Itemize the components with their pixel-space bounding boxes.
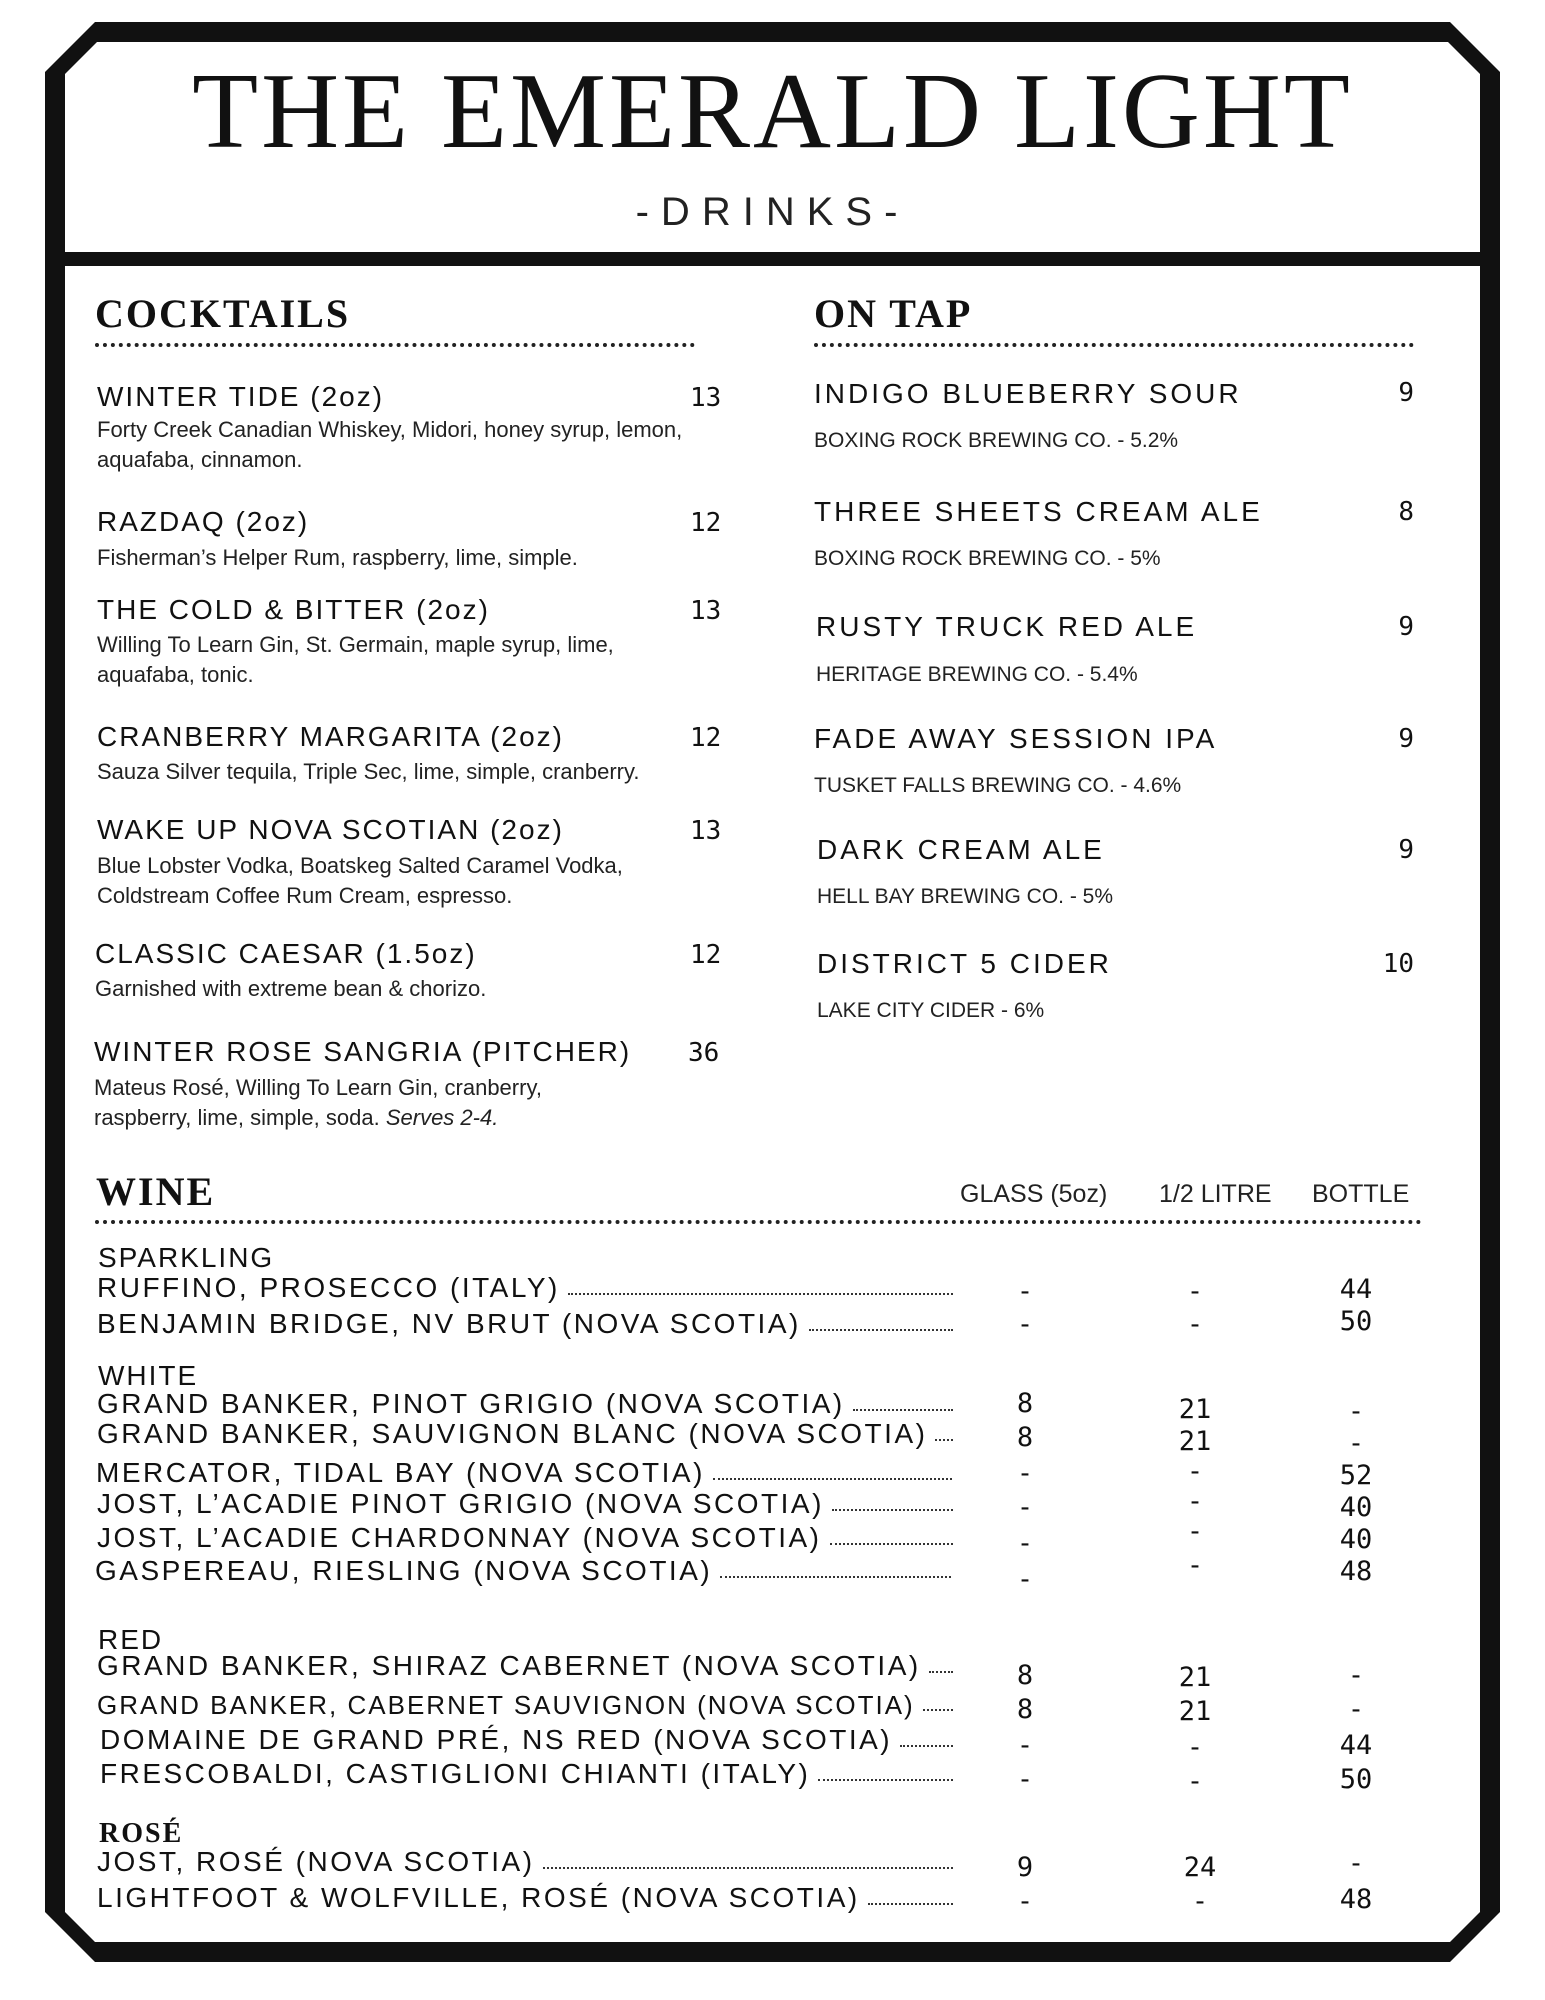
cocktail-price: 13	[690, 596, 722, 626]
cocktail-description: Fisherman’s Helper Rum, raspberry, lime, simple.	[97, 545, 578, 570]
wine-price-bottle: 50	[1339, 1764, 1373, 1795]
wine-price-half-litre: -	[1186, 1516, 1204, 1547]
cocktail-name: THE COLD & BITTER (2oz)	[97, 594, 490, 625]
dot-leader	[832, 1509, 953, 1511]
wine-price-bottle: 48	[1339, 1556, 1373, 1587]
dot-leader	[900, 1745, 953, 1747]
tap-brewery: BOXING ROCK BREWING CO. - 5%	[814, 547, 1161, 570]
dot-leader	[543, 1867, 953, 1869]
cocktail-description-text: Mateus Rosé, Willing To Learn Gin, cranberry, raspberry, lime, simple, soda.	[94, 1075, 542, 1130]
dot-leader	[923, 1709, 953, 1711]
dot-leader	[935, 1439, 953, 1441]
column-header-glass: GLASS (5oz)	[960, 1180, 1108, 1208]
cocktail-price: 13	[690, 383, 722, 413]
cocktail-name: CRANBERRY MARGARITA (2oz)	[97, 721, 564, 752]
wine-name: GRAND BANKER, SAUVIGNON BLANC (NOVA SCOTIA)	[97, 1418, 928, 1449]
wine-price-bottle: 50	[1339, 1306, 1373, 1337]
wine-row	[97, 1272, 953, 1302]
wine-price-half-litre: 21	[1178, 1394, 1212, 1425]
tap-price: 9	[1398, 835, 1414, 865]
wine-name: GRAND BANKER, SHIRAZ CABERNET (NOVA SCOTIA)	[97, 1650, 921, 1681]
tap-beer-name: THREE SHEETS CREAM ALE	[814, 496, 1263, 527]
wine-price-half-litre: -	[1186, 1309, 1204, 1340]
wine-price-bottle: 40	[1339, 1524, 1373, 1555]
tap-price: 9	[1398, 612, 1414, 642]
cocktails-heading: COCKTAILS	[95, 291, 351, 336]
wine-price-bottle: 40	[1339, 1492, 1373, 1523]
wine-price-half-litre: -	[1186, 1486, 1204, 1517]
dot-leader	[818, 1779, 953, 1781]
wine-name: RUFFINO, PROSECCO (ITALY)	[97, 1272, 560, 1303]
wine-category-white: WHITE	[98, 1360, 199, 1391]
wine-name: BENJAMIN BRIDGE, NV BRUT (NOVA SCOTIA)	[97, 1308, 801, 1339]
menu-subtitle: -DRINKS-	[635, 190, 910, 234]
serving-note: Serves 2-4.	[385, 1105, 499, 1130]
cocktail-price: 12	[690, 940, 722, 970]
cocktail-name: CLASSIC CAESAR (1.5oz)	[95, 938, 477, 969]
tap-brewery: LAKE CITY CIDER - 6%	[817, 999, 1045, 1022]
wine-price-glass: -	[1016, 1492, 1034, 1523]
wine-row	[97, 1650, 953, 1680]
wine-price-glass: 8	[1016, 1422, 1034, 1453]
dot-leader	[809, 1329, 953, 1331]
wine-name: DOMAINE DE GRAND PRÉ, NS RED (NOVA SCOTIA)	[100, 1724, 893, 1755]
dot-leader	[929, 1671, 953, 1673]
wine-price-half-litre: -	[1186, 1456, 1204, 1487]
cocktail-price: 36	[688, 1038, 720, 1068]
cocktails-divider	[95, 343, 695, 347]
cocktail-description: Willing To Learn Gin, St. Germain, maple syrup, lime, aquafaba, tonic.	[97, 632, 614, 687]
wine-price-half-litre: 21	[1178, 1696, 1212, 1727]
wine-price-glass: -	[1016, 1458, 1034, 1489]
wine-heading: WINE	[96, 1169, 216, 1214]
tap-beer-name: RUSTY TRUCK RED ALE	[816, 611, 1198, 642]
wine-price-bottle: 52	[1339, 1460, 1373, 1491]
wine-name: GRAND BANKER, PINOT GRIGIO (NOVA SCOTIA)	[97, 1388, 845, 1419]
wine-price-glass: -	[1016, 1886, 1034, 1917]
tap-price: 9	[1398, 724, 1414, 754]
wine-name: MERCATOR, TIDAL BAY (NOVA SCOTIA)	[96, 1457, 705, 1488]
tap-brewery: HERITAGE BREWING CO. - 5.4%	[816, 663, 1138, 686]
wine-price-half-litre: -	[1186, 1276, 1204, 1307]
wine-name: FRESCOBALDI, CASTIGLIONI CHIANTI (ITALY)	[100, 1758, 811, 1789]
wine-price-bottle: -	[1347, 1660, 1365, 1691]
wine-price-bottle: -	[1347, 1396, 1365, 1427]
wine-price-bottle: -	[1347, 1428, 1365, 1459]
wine-price-half-litre: -	[1191, 1886, 1209, 1917]
wine-category-sparkling: SPARKLING	[98, 1242, 275, 1273]
tap-beer-name: DISTRICT 5 CIDER	[817, 948, 1112, 979]
cocktail-price: 12	[690, 508, 722, 538]
on-tap-divider	[814, 343, 1414, 347]
wine-name: JOST, L’ACADIE PINOT GRIGIO (NOVA SCOTIA)	[97, 1488, 824, 1519]
cocktail-name: WINTER TIDE (2oz)	[97, 381, 385, 412]
wine-row	[95, 1555, 951, 1585]
cocktail-description: Sauza Silver tequila, Triple Sec, lime, simple, cranberry.	[97, 759, 640, 784]
wine-price-glass: -	[1016, 1528, 1034, 1559]
tap-price: 10	[1382, 949, 1414, 979]
dot-leader	[868, 1903, 953, 1905]
tap-brewery: BOXING ROCK BREWING CO. - 5.2%	[814, 429, 1179, 452]
tap-price: 8	[1398, 497, 1414, 527]
wine-row	[97, 1418, 953, 1448]
wine-price-glass: -	[1016, 1730, 1034, 1761]
column-header-half-litre: 1/2 LITRE	[1159, 1180, 1272, 1208]
wine-price-half-litre: 21	[1178, 1662, 1212, 1693]
wine-row	[97, 1846, 953, 1876]
wine-price-bottle: -	[1347, 1694, 1365, 1725]
wine-price-half-litre: -	[1186, 1766, 1204, 1797]
tap-brewery: TUSKET FALLS BREWING CO. - 4.6%	[814, 774, 1182, 797]
wine-category-rose: ROSÉ	[99, 1818, 184, 1849]
column-header-bottle: BOTTLE	[1312, 1180, 1410, 1208]
wine-price-glass: 9	[1016, 1852, 1034, 1883]
wine-price-glass: -	[1016, 1309, 1034, 1340]
cocktail-description: Garnished with extreme bean & chorizo.	[95, 976, 487, 1001]
dot-leader	[830, 1543, 953, 1545]
tap-brewery: HELL BAY BREWING CO. - 5%	[817, 885, 1114, 908]
tap-beer-name: DARK CREAM ALE	[817, 834, 1105, 865]
wine-price-bottle: 44	[1339, 1274, 1373, 1305]
wine-price-glass: -	[1016, 1276, 1034, 1307]
wine-name: JOST, ROSÉ (NOVA SCOTIA)	[97, 1846, 535, 1877]
wine-row	[97, 1308, 953, 1338]
wine-price-half-litre: -	[1186, 1732, 1204, 1763]
dot-leader	[720, 1576, 951, 1578]
on-tap-heading: ON TAP	[814, 291, 973, 336]
cocktail-price: 13	[690, 816, 722, 846]
tap-price: 9	[1398, 378, 1414, 408]
wine-price-bottle: 48	[1339, 1884, 1373, 1915]
cocktail-name: WAKE UP NOVA SCOTIAN (2oz)	[97, 814, 564, 845]
dot-leader	[713, 1478, 952, 1480]
wine-price-glass: -	[1016, 1764, 1034, 1795]
wine-row	[97, 1522, 953, 1552]
wine-divider	[95, 1220, 1422, 1224]
dot-leader	[568, 1293, 953, 1295]
cocktail-description: Blue Lobster Vodka, Boatskeg Salted Caramel Vodka, Coldstream Coffee Rum Cream, espresso.	[97, 853, 623, 908]
wine-name: GRAND BANKER, CABERNET SAUVIGNON (NOVA SCOTIA)	[97, 1690, 915, 1720]
wine-row	[97, 1488, 953, 1518]
tap-beer-name: INDIGO BLUEBERRY SOUR	[814, 378, 1242, 409]
wine-category-red: RED	[98, 1624, 164, 1655]
cocktail-description	[94, 1073, 634, 1133]
wine-price-half-litre: 21	[1178, 1426, 1212, 1457]
wine-row	[96, 1457, 952, 1487]
cocktail-name: RAZDAQ (2oz)	[97, 506, 310, 537]
wine-row	[97, 1688, 953, 1718]
wine-price-glass: 8	[1016, 1388, 1034, 1419]
tap-beer-name: FADE AWAY SESSION IPA	[814, 723, 1218, 754]
wine-price-glass: -	[1016, 1564, 1034, 1595]
cocktail-name: WINTER ROSE SANGRIA (PITCHER)	[94, 1036, 632, 1067]
wine-price-glass: 8	[1016, 1694, 1034, 1725]
wine-price-bottle: -	[1347, 1848, 1365, 1879]
wine-price-bottle: 44	[1339, 1730, 1373, 1761]
wine-name: LIGHTFOOT & WOLFVILLE, ROSÉ (NOVA SCOTIA)	[97, 1882, 860, 1913]
menu-title: THE EMERALD LIGHT	[192, 52, 1353, 171]
wine-row	[100, 1724, 953, 1754]
dot-leader	[853, 1409, 953, 1411]
cocktail-description: Forty Creek Canadian Whiskey, Midori, honey syrup, lemon, aquafaba, cinnamon.	[97, 417, 683, 472]
wine-row	[97, 1882, 953, 1912]
wine-name: GASPEREAU, RIESLING (NOVA SCOTIA)	[95, 1555, 713, 1586]
wine-name: JOST, L’ACADIE CHARDONNAY (NOVA SCOTIA)	[97, 1522, 822, 1553]
wine-price-half-litre: 24	[1183, 1852, 1217, 1883]
cocktail-price: 12	[690, 723, 722, 753]
wine-row	[100, 1758, 953, 1788]
wine-price-half-litre: -	[1186, 1550, 1204, 1581]
wine-row	[97, 1388, 953, 1418]
wine-price-glass: 8	[1016, 1660, 1034, 1691]
